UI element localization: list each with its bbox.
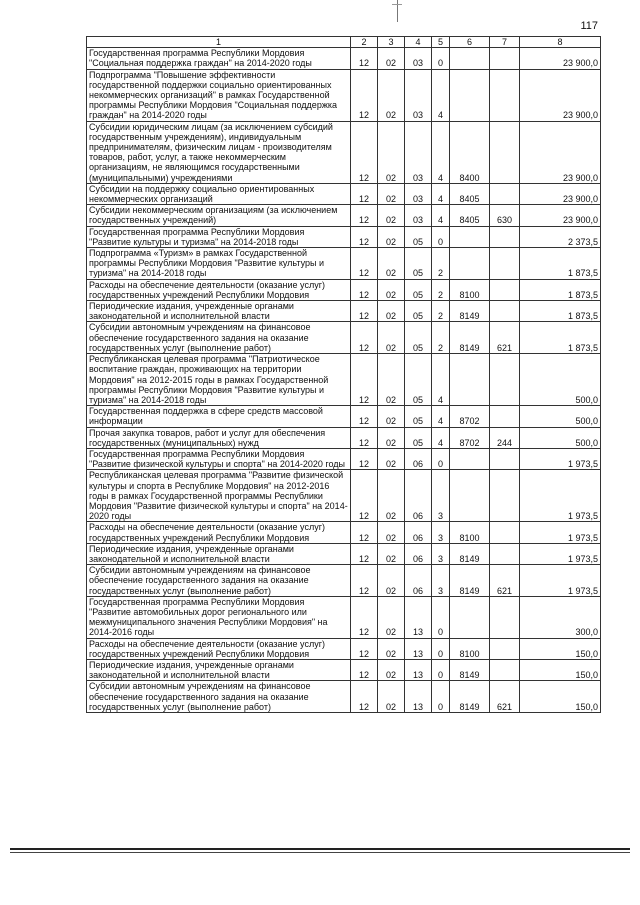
cell-code-5: 3 bbox=[432, 522, 450, 543]
cell-code-3: 02 bbox=[378, 183, 405, 204]
cell-amount: 1 873,5 bbox=[520, 279, 601, 300]
cell-code-3: 02 bbox=[378, 354, 405, 406]
table-row bbox=[87, 427, 601, 448]
cell-code-5: 4 bbox=[432, 69, 450, 121]
cell-code-2: 12 bbox=[351, 565, 378, 597]
cell-code-2: 12 bbox=[351, 248, 378, 280]
cell-code-7 bbox=[490, 121, 520, 183]
cell-code-3: 02 bbox=[378, 322, 405, 354]
budget-table bbox=[86, 36, 601, 713]
column-header-6: 6 bbox=[450, 37, 490, 48]
cell-code-7 bbox=[490, 226, 520, 247]
cell-amount: 1 973,5 bbox=[520, 565, 601, 597]
cell-code-5: 2 bbox=[432, 301, 450, 322]
cell-description: Подпрограмма «Туризм» в рамках Государственной программы Республики Мордовия "Развитие культуры и туризма" на 2014-2018 годы bbox=[87, 248, 351, 280]
table-row bbox=[87, 183, 601, 204]
cell-code-7 bbox=[490, 522, 520, 543]
cell-code-4: 06 bbox=[405, 543, 432, 564]
table-row bbox=[87, 659, 601, 680]
cell-code-5: 0 bbox=[432, 681, 450, 713]
cell-code-2: 12 bbox=[351, 596, 378, 638]
table-body bbox=[87, 48, 601, 713]
cell-amount: 1 873,5 bbox=[520, 322, 601, 354]
cell-code-3: 02 bbox=[378, 279, 405, 300]
cell-description: Государственная программа Республики Мордовия "Развитие автомобильных дорог регионального или межмуниципального значения Республики Мордовия" на 2014-2016 годы bbox=[87, 596, 351, 638]
cell-code-6: 8149 bbox=[450, 322, 490, 354]
cell-code-6: 8100 bbox=[450, 638, 490, 659]
column-header-4: 4 bbox=[405, 37, 432, 48]
cell-code-5: 3 bbox=[432, 543, 450, 564]
cell-code-6: 8149 bbox=[450, 659, 490, 680]
cell-code-2: 12 bbox=[351, 659, 378, 680]
cell-code-4: 13 bbox=[405, 681, 432, 713]
cell-description: Государственная программа Республики Мордовия "Социальная поддержка граждан" на 2014-2020 годы bbox=[87, 48, 351, 69]
cell-amount: 150,0 bbox=[520, 638, 601, 659]
cell-code-5: 0 bbox=[432, 48, 450, 69]
cell-code-4: 13 bbox=[405, 659, 432, 680]
cell-code-3: 02 bbox=[378, 681, 405, 713]
cell-code-7 bbox=[490, 279, 520, 300]
table-row bbox=[87, 301, 601, 322]
cell-code-2: 12 bbox=[351, 681, 378, 713]
cell-code-5: 0 bbox=[432, 596, 450, 638]
cell-code-7 bbox=[490, 543, 520, 564]
cell-code-2: 12 bbox=[351, 121, 378, 183]
cell-code-4: 05 bbox=[405, 427, 432, 448]
column-header-3: 3 bbox=[378, 37, 405, 48]
cell-code-2: 12 bbox=[351, 522, 378, 543]
column-header-2: 2 bbox=[351, 37, 378, 48]
cell-code-2: 12 bbox=[351, 543, 378, 564]
cell-description: Государственная поддержка в сфере средств массовой информации bbox=[87, 406, 351, 427]
table-row bbox=[87, 448, 601, 469]
table-row bbox=[87, 522, 601, 543]
cell-code-3: 02 bbox=[378, 596, 405, 638]
cell-code-5: 4 bbox=[432, 205, 450, 226]
cell-amount: 500,0 bbox=[520, 406, 601, 427]
cell-description: Расходы на обеспечение деятельности (оказание услуг) государственных учреждений Республики Мордовия bbox=[87, 522, 351, 543]
cell-code-4: 06 bbox=[405, 448, 432, 469]
cell-code-3: 02 bbox=[378, 226, 405, 247]
cell-code-4: 06 bbox=[405, 565, 432, 597]
cell-code-6 bbox=[450, 69, 490, 121]
cell-code-4: 03 bbox=[405, 205, 432, 226]
table-row bbox=[87, 226, 601, 247]
cell-amount: 2 373,5 bbox=[520, 226, 601, 247]
cell-code-6 bbox=[450, 448, 490, 469]
table-row bbox=[87, 279, 601, 300]
cell-code-4: 06 bbox=[405, 522, 432, 543]
cell-code-7 bbox=[490, 406, 520, 427]
cell-code-6: 8405 bbox=[450, 183, 490, 204]
table-row bbox=[87, 543, 601, 564]
cell-code-7 bbox=[490, 248, 520, 280]
cell-code-4: 05 bbox=[405, 406, 432, 427]
cell-amount: 1 873,5 bbox=[520, 248, 601, 280]
cell-description: Субсидии некоммерческим организациям (за исключением государственных учреждений) bbox=[87, 205, 351, 226]
cell-code-2: 12 bbox=[351, 279, 378, 300]
cell-code-3: 02 bbox=[378, 543, 405, 564]
cell-code-6: 8702 bbox=[450, 427, 490, 448]
cell-code-5: 0 bbox=[432, 638, 450, 659]
cell-code-2: 12 bbox=[351, 638, 378, 659]
cell-code-6: 8400 bbox=[450, 121, 490, 183]
cell-code-7 bbox=[490, 183, 520, 204]
cell-code-7: 244 bbox=[490, 427, 520, 448]
table-header bbox=[87, 37, 601, 48]
cell-code-6 bbox=[450, 226, 490, 247]
cell-code-5: 4 bbox=[432, 354, 450, 406]
cell-code-7: 621 bbox=[490, 565, 520, 597]
cell-code-7 bbox=[490, 659, 520, 680]
cell-code-4: 03 bbox=[405, 69, 432, 121]
cell-description: Государственная программа Республики Мордовия "Развитие физической культуры и спорта" на 2014-2020 годы bbox=[87, 448, 351, 469]
cell-amount: 23 900,0 bbox=[520, 48, 601, 69]
scan-edge-line bbox=[10, 848, 630, 850]
cell-code-6 bbox=[450, 470, 490, 522]
cell-description: Периодические издания, учрежденные органами законодательной и исполнительной власти bbox=[87, 543, 351, 564]
cell-code-3: 02 bbox=[378, 427, 405, 448]
cell-description: Периодические издания, учрежденные органами законодательной и исполнительной власти bbox=[87, 301, 351, 322]
cell-description: Субсидии автономным учреждениям на финансовое обеспечение государственного задания на оказание государственных услуг (выполнение работ) bbox=[87, 681, 351, 713]
cell-code-5: 3 bbox=[432, 565, 450, 597]
column-header-8: 8 bbox=[520, 37, 601, 48]
cell-code-3: 02 bbox=[378, 470, 405, 522]
cell-description: Субсидии автономным учреждениям на финансовое обеспечение государственного задания на оказание государственных услуг (выполнение работ) bbox=[87, 565, 351, 597]
cell-code-3: 02 bbox=[378, 205, 405, 226]
cell-description: Субсидии автономным учреждениям на финансовое обеспечение государственного задания на оказание государственных услуг (выполнение работ) bbox=[87, 322, 351, 354]
cell-code-4: 05 bbox=[405, 248, 432, 280]
cell-amount: 1 973,5 bbox=[520, 522, 601, 543]
cell-code-4: 05 bbox=[405, 354, 432, 406]
cell-code-5: 4 bbox=[432, 406, 450, 427]
cell-amount: 300,0 bbox=[520, 596, 601, 638]
table-row bbox=[87, 470, 601, 522]
column-header-5: 5 bbox=[432, 37, 450, 48]
cell-amount: 500,0 bbox=[520, 354, 601, 406]
cell-code-6: 8405 bbox=[450, 205, 490, 226]
scan-edge-line-thin bbox=[10, 852, 630, 853]
cell-amount: 1 973,5 bbox=[520, 448, 601, 469]
cell-amount: 150,0 bbox=[520, 681, 601, 713]
cell-description: Расходы на обеспечение деятельности (оказание услуг) государственных учреждений Республики Мордовия bbox=[87, 279, 351, 300]
cell-description: Субсидии на поддержку социально ориентированных некоммерческих организаций bbox=[87, 183, 351, 204]
cell-code-4: 03 bbox=[405, 121, 432, 183]
cell-code-2: 12 bbox=[351, 427, 378, 448]
cell-code-3: 02 bbox=[378, 69, 405, 121]
cell-code-6: 8100 bbox=[450, 279, 490, 300]
cell-code-3: 02 bbox=[378, 301, 405, 322]
cell-code-2: 12 bbox=[351, 205, 378, 226]
cell-code-6: 8100 bbox=[450, 522, 490, 543]
cell-code-6: 8149 bbox=[450, 543, 490, 564]
cell-code-6 bbox=[450, 596, 490, 638]
cell-description: Государственная программа Республики Мордовия "Развитие культуры и туризма" на 2014-2018 годы bbox=[87, 226, 351, 247]
cell-code-5: 4 bbox=[432, 427, 450, 448]
cell-code-2: 12 bbox=[351, 48, 378, 69]
cell-amount: 23 900,0 bbox=[520, 121, 601, 183]
cell-amount: 23 900,0 bbox=[520, 205, 601, 226]
cell-code-3: 02 bbox=[378, 48, 405, 69]
cell-code-2: 12 bbox=[351, 226, 378, 247]
cell-amount: 23 900,0 bbox=[520, 183, 601, 204]
table-row bbox=[87, 596, 601, 638]
table-row bbox=[87, 248, 601, 280]
cell-description: Расходы на обеспечение деятельности (оказание услуг) государственных учреждений Республики Мордовия bbox=[87, 638, 351, 659]
cell-code-2: 12 bbox=[351, 301, 378, 322]
cell-code-6: 8702 bbox=[450, 406, 490, 427]
table-row bbox=[87, 69, 601, 121]
cell-code-4: 05 bbox=[405, 322, 432, 354]
cell-code-4: 13 bbox=[405, 596, 432, 638]
cell-amount: 23 900,0 bbox=[520, 69, 601, 121]
cell-code-3: 02 bbox=[378, 565, 405, 597]
cell-amount: 1 873,5 bbox=[520, 301, 601, 322]
header-row bbox=[87, 37, 601, 48]
cell-code-6: 8149 bbox=[450, 681, 490, 713]
cell-code-3: 02 bbox=[378, 659, 405, 680]
cell-code-6 bbox=[450, 354, 490, 406]
cell-code-5: 3 bbox=[432, 470, 450, 522]
cell-amount: 1 973,5 bbox=[520, 543, 601, 564]
cell-code-3: 02 bbox=[378, 448, 405, 469]
page-number: 117 bbox=[580, 20, 598, 32]
cell-code-2: 12 bbox=[351, 354, 378, 406]
cell-code-2: 12 bbox=[351, 69, 378, 121]
table-row bbox=[87, 48, 601, 69]
cell-code-5: 2 bbox=[432, 279, 450, 300]
cell-code-4: 13 bbox=[405, 638, 432, 659]
cell-code-5: 4 bbox=[432, 183, 450, 204]
cell-code-4: 06 bbox=[405, 470, 432, 522]
cell-code-4: 03 bbox=[405, 48, 432, 69]
cell-description: Республиканская целевая программа "Патриотическое воспитание граждан, проживающих на территории Мордовия" на 2012-2015 годы в рамках Государственной программы Республики Мордовия "Развитие культуры и туризма" на 2014-2018 годы bbox=[87, 354, 351, 406]
cell-description: Республиканская целевая программа "Развитие физической культуры и спорта в Республике Мордовия" на 2012-2016 годы в рамках Государственной программы Республики Мордовия "Развитие физической культуры и спорта" на 2014-2020 годы bbox=[87, 470, 351, 522]
cell-code-7 bbox=[490, 470, 520, 522]
cell-code-5: 4 bbox=[432, 121, 450, 183]
cell-code-7: 630 bbox=[490, 205, 520, 226]
cell-code-4: 05 bbox=[405, 301, 432, 322]
cell-code-7 bbox=[490, 301, 520, 322]
cell-code-7: 621 bbox=[490, 322, 520, 354]
cell-code-4: 05 bbox=[405, 279, 432, 300]
cell-code-5: 0 bbox=[432, 659, 450, 680]
cell-code-7 bbox=[490, 448, 520, 469]
cell-code-2: 12 bbox=[351, 183, 378, 204]
cell-amount: 1 973,5 bbox=[520, 470, 601, 522]
cell-code-6 bbox=[450, 248, 490, 280]
table-row bbox=[87, 406, 601, 427]
column-header-1: 1 bbox=[87, 37, 351, 48]
scan-mark-tick bbox=[392, 4, 402, 5]
cell-code-6: 8149 bbox=[450, 565, 490, 597]
cell-code-2: 12 bbox=[351, 322, 378, 354]
cell-description: Субсидии юридическим лицам (за исключением субсидий государственным учреждениям), индивидуальным предпринимателям, физическим лицам - производителям товаров, работ, услуг, а также некоммерческим организациям, не являющимся государственными (муниципальными) учреждениями bbox=[87, 121, 351, 183]
cell-code-5: 2 bbox=[432, 248, 450, 280]
cell-code-6: 8149 bbox=[450, 301, 490, 322]
cell-amount: 500,0 bbox=[520, 427, 601, 448]
cell-code-7 bbox=[490, 48, 520, 69]
table-row bbox=[87, 322, 601, 354]
cell-code-3: 02 bbox=[378, 121, 405, 183]
cell-code-3: 02 bbox=[378, 406, 405, 427]
cell-code-7 bbox=[490, 638, 520, 659]
cell-code-2: 12 bbox=[351, 448, 378, 469]
cell-code-7: 621 bbox=[490, 681, 520, 713]
cell-code-4: 03 bbox=[405, 183, 432, 204]
cell-code-3: 02 bbox=[378, 248, 405, 280]
cell-code-4: 05 bbox=[405, 226, 432, 247]
cell-code-2: 12 bbox=[351, 406, 378, 427]
cell-amount: 150,0 bbox=[520, 659, 601, 680]
cell-code-3: 02 bbox=[378, 638, 405, 659]
column-header-7: 7 bbox=[490, 37, 520, 48]
cell-code-5: 0 bbox=[432, 226, 450, 247]
cell-description: Подпрограмма "Повышение эффективности государственной поддержки социально ориентированных некоммерческих организаций" в рамках Государственной программы Республики Мордовия "Социальная поддержка граждан" на 2014-2020 годы bbox=[87, 69, 351, 121]
cell-code-7 bbox=[490, 69, 520, 121]
table-row bbox=[87, 205, 601, 226]
cell-code-7 bbox=[490, 596, 520, 638]
cell-description: Периодические издания, учрежденные органами законодательной и исполнительной власти bbox=[87, 659, 351, 680]
table-row bbox=[87, 681, 601, 713]
cell-code-7 bbox=[490, 354, 520, 406]
table-row bbox=[87, 121, 601, 183]
cell-code-2: 12 bbox=[351, 470, 378, 522]
table-row bbox=[87, 354, 601, 406]
cell-description: Прочая закупка товаров, работ и услуг для обеспечения государственных (муниципальных) нужд bbox=[87, 427, 351, 448]
cell-code-5: 2 bbox=[432, 322, 450, 354]
table-row bbox=[87, 638, 601, 659]
cell-code-3: 02 bbox=[378, 522, 405, 543]
table-row bbox=[87, 565, 601, 597]
cell-code-5: 0 bbox=[432, 448, 450, 469]
cell-code-6 bbox=[450, 48, 490, 69]
